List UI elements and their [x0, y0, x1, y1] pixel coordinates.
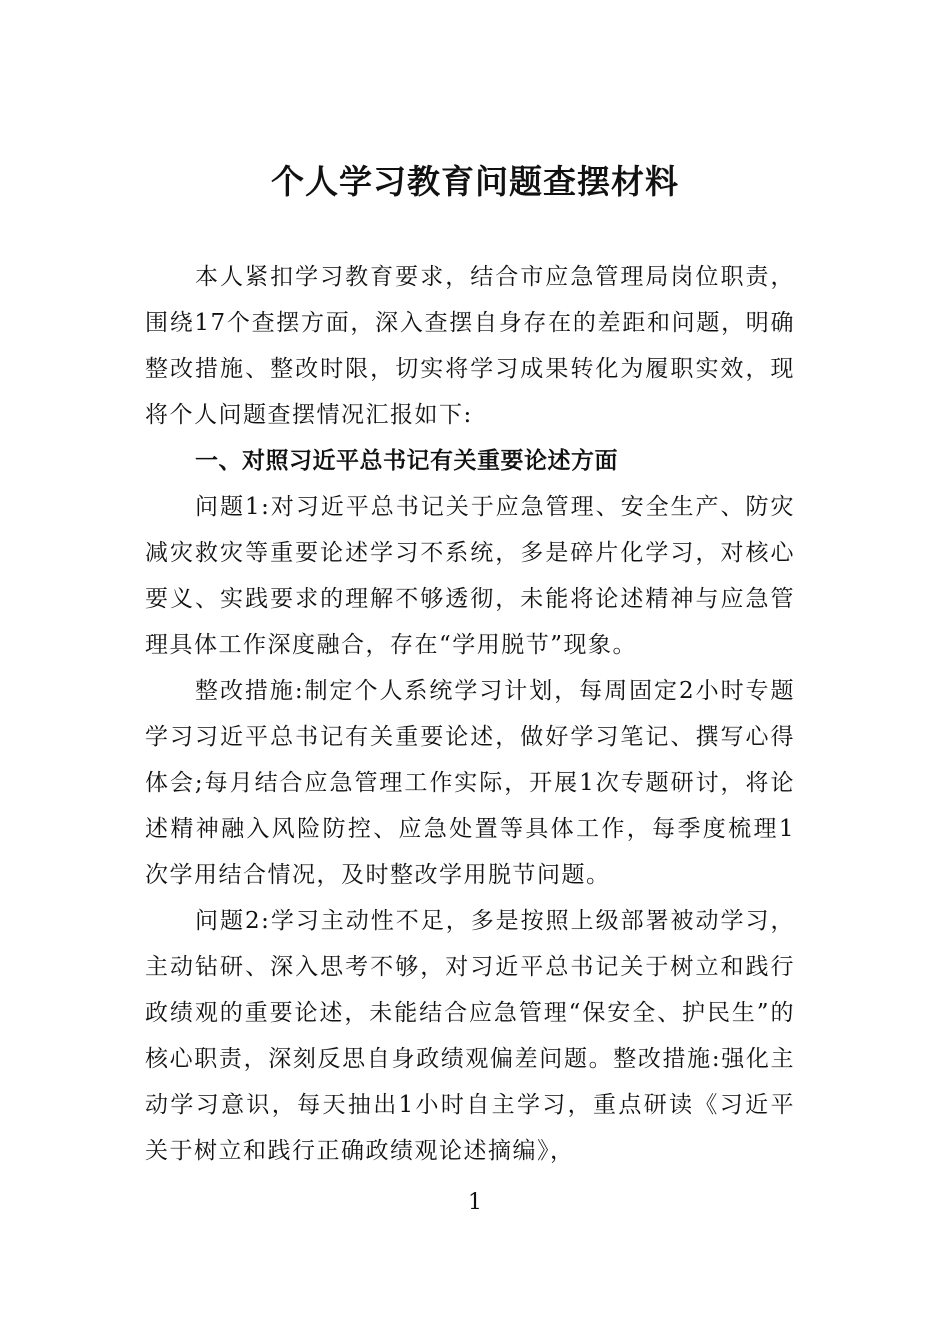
document-title: 个人学习教育问题查摆材料	[271, 162, 679, 201]
measures-1-paragraph: 整改措施:制定个人系统学习计划，每周固定2小时专题学习习近平总书记有关重要论述，做好学习笔记、撰写心得体会;每月结合应急管理工作实际，开展1次专题研讨，将论述精神融入风险防控、应急处置等具体工作，每季度梳理1次学用结合情况，及时整改学用脱节问题。	[145, 678, 795, 888]
section-heading: 一、对照习近平总书记有关重要论述方面	[195, 448, 618, 474]
document-body	[145, 254, 795, 1174]
page-number: 1	[468, 1190, 482, 1215]
intro-paragraph: 本人紧扣学习教育要求，结合市应急管理局岗位职责，围绕17个查摆方面，深入查摆自身存在的差距和问题，明确整改措施、整改时限，切实将学习成果转化为履职实效，现将个人问题查摆情况汇报如下:	[145, 264, 795, 428]
problem-2-paragraph: 问题2:学习主动性不足，多是按照上级部署被动学习，主动钻研、深入思考不够，对习近平总书记关于树立和践行政绩观的重要论述，未能结合应急管理“保安全、护民生”的核心职责，深刻反思自身政绩观偏差问题。整改措施:强化主动学习意识，每天抽出1小时自主学习，重点研读《习近平关于树立和践行正确政绩观论述摘编》，	[145, 908, 795, 1164]
problem-1-paragraph: 问题1:对习近平总书记关于应急管理、安全生产、防灾减灾救灾等重要论述学习不系统，多是碎片化学习，对核心要义、实践要求的理解不够透彻，未能将论述精神与应急管理具体工作深度融合，存在“学用脱节”现象。	[145, 494, 795, 658]
